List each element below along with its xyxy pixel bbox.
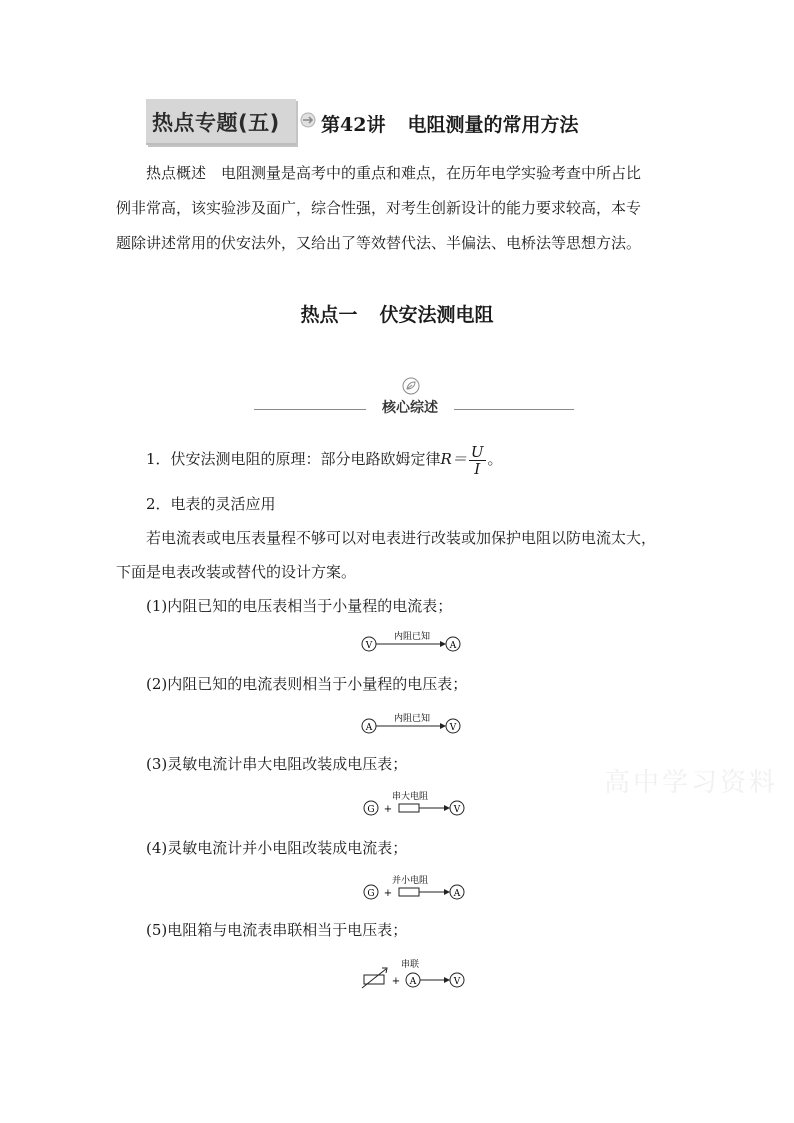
intro-line-1: 若电流表或电压表量程不够可以对电表进行改装或加保护电阻以防电流太大， <box>146 529 657 547</box>
fraction-numerator: U <box>470 442 484 461</box>
overview-line-1: 热点概述 电阻测量是高考中的重点和难点，在历年电学实验考查中所占比 <box>146 164 642 182</box>
item-1-fraction <box>469 444 486 477</box>
diagram-galvanometer-parallel-resistor <box>360 872 468 902</box>
diagram-4-to: A <box>453 889 461 899</box>
section-title-text: 伏安法测电阻 <box>379 304 494 326</box>
diagram-5-plus: + <box>391 976 401 987</box>
core-summary-label: 核心综述 <box>382 400 438 416</box>
divider-left <box>254 409 366 410</box>
section-title <box>0 300 794 327</box>
diagram-4-label: 并小电阻 <box>391 876 429 886</box>
diagram-3-plus: + <box>383 804 393 815</box>
overview-line-2: 例非常高，该实验涉及面广，综合性强，对考生创新设计的能力要求较高，本专 <box>116 199 642 217</box>
diagram-5-mid: A <box>409 977 417 987</box>
diagram-ammeter-as-voltmeter <box>360 709 464 735</box>
diagram-galvanometer-series-resistor <box>360 788 468 818</box>
intro-line-2: 下面是电表改装或替代的设计方案。 <box>116 563 357 581</box>
diagram-2-to: V <box>449 723 457 733</box>
item-1-text: 1．伏安法测电阻的原理：部分电路欧姆定律 <box>146 450 441 468</box>
resistor-icon <box>399 804 419 812</box>
item-1 <box>146 441 503 477</box>
lesson-number: 42 <box>340 114 367 136</box>
diagram-3-to: V <box>453 805 461 815</box>
diagram-2-from: A <box>365 723 373 733</box>
resistance-box-icon <box>364 975 384 984</box>
resistor-icon <box>399 888 419 896</box>
lesson-title <box>321 110 579 137</box>
lesson-suffix: 讲 <box>366 114 386 136</box>
item-1-lhs: R＝ <box>440 450 467 468</box>
topic-badge <box>146 99 296 145</box>
diagram-4-plus: + <box>383 888 393 899</box>
diagram-3-from: G <box>367 805 375 815</box>
diagram-5-to: V <box>453 977 461 987</box>
diagram-1-from: V <box>365 641 373 651</box>
lesson-title-text: 电阻测量的常用方法 <box>407 114 579 136</box>
arrow-icon <box>440 723 446 729</box>
fraction-denominator: I <box>474 459 481 478</box>
diagram-1-to: A <box>449 641 457 651</box>
section-prefix: 热点一 <box>300 304 358 326</box>
item-1-end: 。 <box>487 450 503 468</box>
arrow-icon <box>444 977 450 983</box>
arrow-icon <box>440 641 446 647</box>
diagram-2-label: 内阻已知 <box>393 714 431 724</box>
diagram-3-label: 串大电阻 <box>391 792 429 802</box>
diagram-voltmeter-as-ammeter <box>360 627 464 653</box>
divider-right <box>454 409 574 410</box>
topic-badge-text: 热点专题(五) <box>152 111 280 135</box>
diagram-4-from: G <box>367 889 375 899</box>
diagram-resistance-box-series-ammeter <box>360 955 468 991</box>
watermark: 高中学习资料 <box>604 768 779 798</box>
arrow-icon <box>444 805 450 811</box>
diagram-5-label: 串联 <box>400 960 420 970</box>
case-3: (3)灵敏电流计串大电阻改装成电压表； <box>146 755 408 773</box>
item-2: 2．电表的灵活应用 <box>146 495 276 513</box>
arrow-right-icon <box>300 112 318 128</box>
case-1: (1)内阻已知的电压表相当于小量程的电流表； <box>146 597 453 615</box>
lesson-prefix: 第 <box>321 114 341 136</box>
case-4: (4)灵敏电流计并小电阻改装成电流表； <box>146 839 408 857</box>
overview-line-3: 题除讲述常用的伏安法外，又给出了等效替代法、半偏法、电桥法等思想方法。 <box>116 234 642 252</box>
arrow-icon <box>444 889 450 895</box>
case-5: (5)电阻箱与电流表串联相当于电压表； <box>146 921 408 939</box>
diagram-1-label: 内阻已知 <box>393 632 431 642</box>
leaf-icon <box>402 377 420 395</box>
case-2: (2)内阻已知的电流表则相当于小量程的电压表； <box>146 675 468 693</box>
